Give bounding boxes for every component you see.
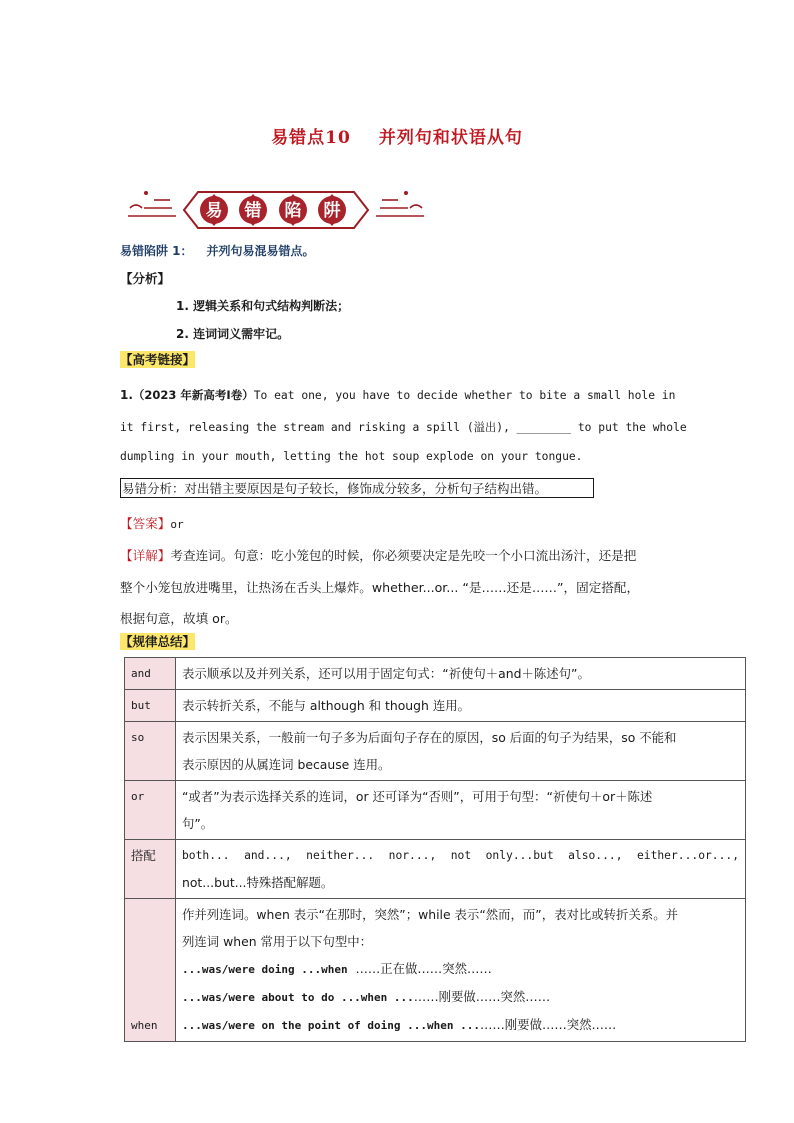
trap-heading: 易错陷阱 1： 并列句易混易错点。 <box>120 244 315 258</box>
table-row <box>125 690 746 722</box>
rules-heading: 【规律总结】 <box>120 634 196 649</box>
rule-key: and <box>125 658 176 690</box>
banner-char: 阱 <box>323 201 341 221</box>
pattern-line: ...was/were on the point of doing ...when ...……刚要做……突然…… <box>182 1017 617 1032</box>
question-line: 1.（2023 年新高考Ⅰ卷）To eat one, you have to decide whether to bite a small hole in <box>120 388 676 402</box>
detail-line: 【详解】考查连词。句意：吃小笼包的时候，你必须要决定是先咬一个小口流出汤汁，还是把 <box>120 548 637 563</box>
rule-key: so <box>125 722 176 781</box>
analysis-item: 1. 逻辑关系和句式结构判断法； <box>176 299 350 313</box>
pattern-line: ...was/were about to do ...when ...……刚要做……突然…… <box>182 989 551 1004</box>
banner-yicuoxianjing <box>126 180 426 246</box>
rules-table <box>124 657 746 1042</box>
rule-key: or <box>125 781 176 840</box>
rule-text: 作并列连词。when 表示“在那时，突然”；while 表示“然而，而”，表对比或转折关系。并 列连词 when 常用于以下句型中： ...was/were doing ...when ……正在做……突然…… ...was/were about to do ...when ...……刚要做……突然…… ...was/were on the point of doing ...when ...……刚要做……突然…… <box>176 899 746 1042</box>
table-row <box>125 722 746 781</box>
detail-line: 根据句意，故填 or。 <box>120 611 238 626</box>
answer-line: 【答案】or <box>120 516 184 531</box>
rule-text: 表示因果关系，一般前一句子多为后面句子存在的原因，so 后面的句子为结果，so 不能和 表示原因的从属连词 because 连用。 <box>176 722 746 781</box>
analysis-heading: 【分析】 <box>120 271 171 286</box>
detail-line: 整个小笼包放进嘴里，让热汤在舌头上爆炸。whether...or... “是……还是……”，固定搭配， <box>120 580 640 595</box>
analysis-item: 2. 连词词义需牢记。 <box>176 327 290 341</box>
banner-char: 易 <box>205 201 223 221</box>
banner-char: 陷 <box>284 201 302 221</box>
rule-key: but <box>125 690 176 722</box>
exam-link-heading: 【高考链接】 <box>120 352 196 367</box>
question-line: dumpling in your mouth, letting the hot soup explode on your tongue. <box>120 450 583 463</box>
rule-key: 搭配 <box>125 840 176 899</box>
rule-text: “或者”为表示选择关系的连词，or 还可译为“否则”，可用于句型：“祈使句＋or＋陈述 句”。 <box>176 781 746 840</box>
banner-char: 错 <box>244 201 262 221</box>
table-row <box>125 840 746 899</box>
rule-key: when <box>125 899 176 1042</box>
rule-text: 表示转折关系，不能与 although 和 though 连用。 <box>176 690 746 722</box>
pattern-line: ...was/were doing ...when ……正在做……突然…… <box>182 961 492 976</box>
question-line: it first, releasing the stream and risking a spill (溢出), ________ to put the whole <box>120 421 687 434</box>
error-analysis-box: 易错分析：对出错主要原因是句子较长，修饰成分较多，分析句子结构出错。 <box>120 478 594 498</box>
table-row <box>125 781 746 840</box>
page-title: 易错点10 并列句和状语从句 <box>271 128 523 148</box>
table-row <box>125 899 746 1042</box>
rule-text: 表示顺承以及并列关系，还可以用于固定句式：“祈使句＋and＋陈述句”。 <box>176 658 746 690</box>
table-row <box>125 658 746 690</box>
rule-text: both... and..., neither... nor..., not only...but also..., either...or..., not...but...特殊搭配解题。 <box>176 840 746 899</box>
